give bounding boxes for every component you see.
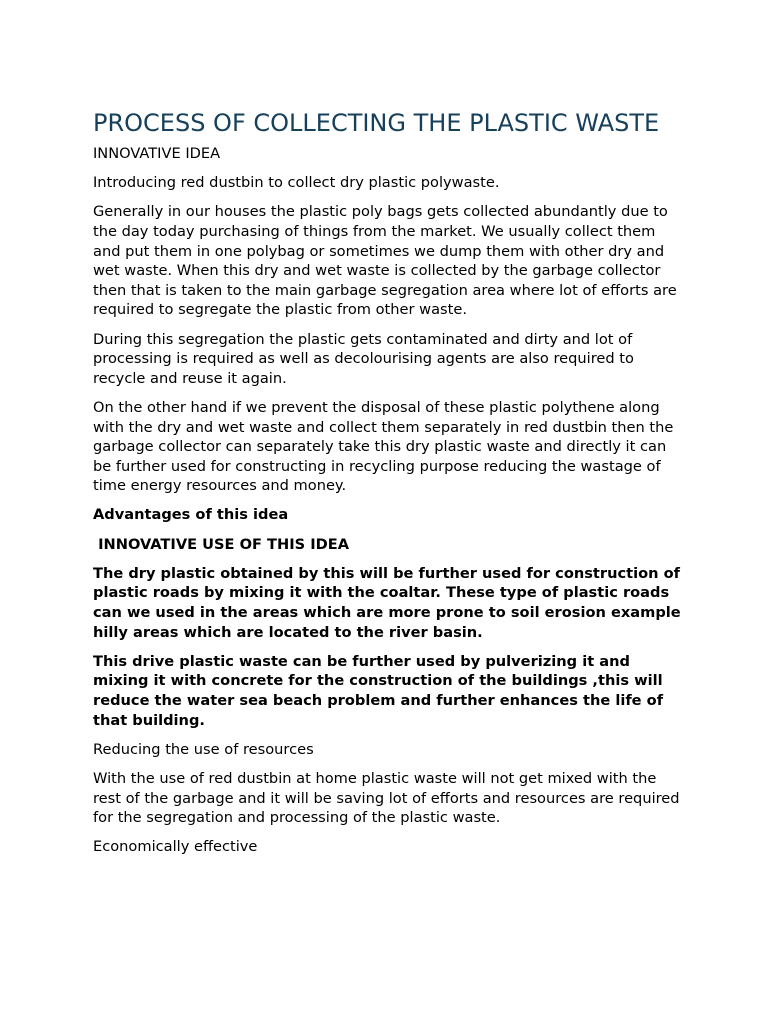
innovative-use-heading: INNOVATIVE USE OF THIS IDEA bbox=[93, 535, 350, 553]
innovative-idea-heading: INNOVATIVE IDEA bbox=[93, 145, 221, 162]
resources-heading: Reducing the use of resources bbox=[93, 740, 314, 758]
concrete-buildings-paragraph: This drive plastic waste can be further used by pulverizing it and mixing it with concrete for the construction of the buildings ,this will reduce the water sea beach problem and further enhances the life of that building. bbox=[93, 652, 664, 729]
advantages-heading: Advantages of this idea bbox=[93, 506, 289, 524]
intro-paragraph: Introducing red dustbin to collect dry plastic polywaste. bbox=[93, 174, 500, 192]
paragraph-segregation: During this segregation the plastic gets contaminated and dirty and lot of processing is required as well as decolourising agents are also required to recycle and reuse it again. bbox=[93, 330, 634, 387]
document-body bbox=[93, 107, 683, 867]
plastic-roads-paragraph: The dry plastic obtained by this will be further used for construction of plastic roads by mixing it with the coaltar. These type of plastic roads can we used in the areas which are more prone to soil erosion example hilly areas which are located to the river basin. bbox=[93, 564, 681, 641]
economic-heading: Economically effective bbox=[93, 838, 258, 856]
resources-paragraph: With the use of red dustbin at home plastic waste will not get mixed with the rest of the garbage and it will be saving lot of efforts and resources are required for the segregation and processing of the plastic waste. bbox=[93, 769, 680, 827]
document-title: PROCESS OF COLLECTING THE PLASTIC WASTE bbox=[93, 109, 660, 137]
paragraph-household-polybags: Generally in our houses the plastic poly bags gets collected abundantly due to the day today purchasing of things from the market. We usually collect them and put them in one polybag or sometimes we dump them with other dry and wet waste. When this dry and wet waste is collected by the garbage collector then that is taken to the main garbage segregation area where lot of efforts are required to segregate the plastic from other waste. bbox=[93, 203, 677, 319]
paragraph-separate-collection: On the other hand if we prevent the disposal of these plastic polythene along with the dry and wet waste and collect them separately in red dustbin then the garbage collector can separately take this dry plastic waste and directly it can be further used for constructing in recycling purpose reducing the wastage of time energy resources and money. bbox=[93, 398, 678, 495]
